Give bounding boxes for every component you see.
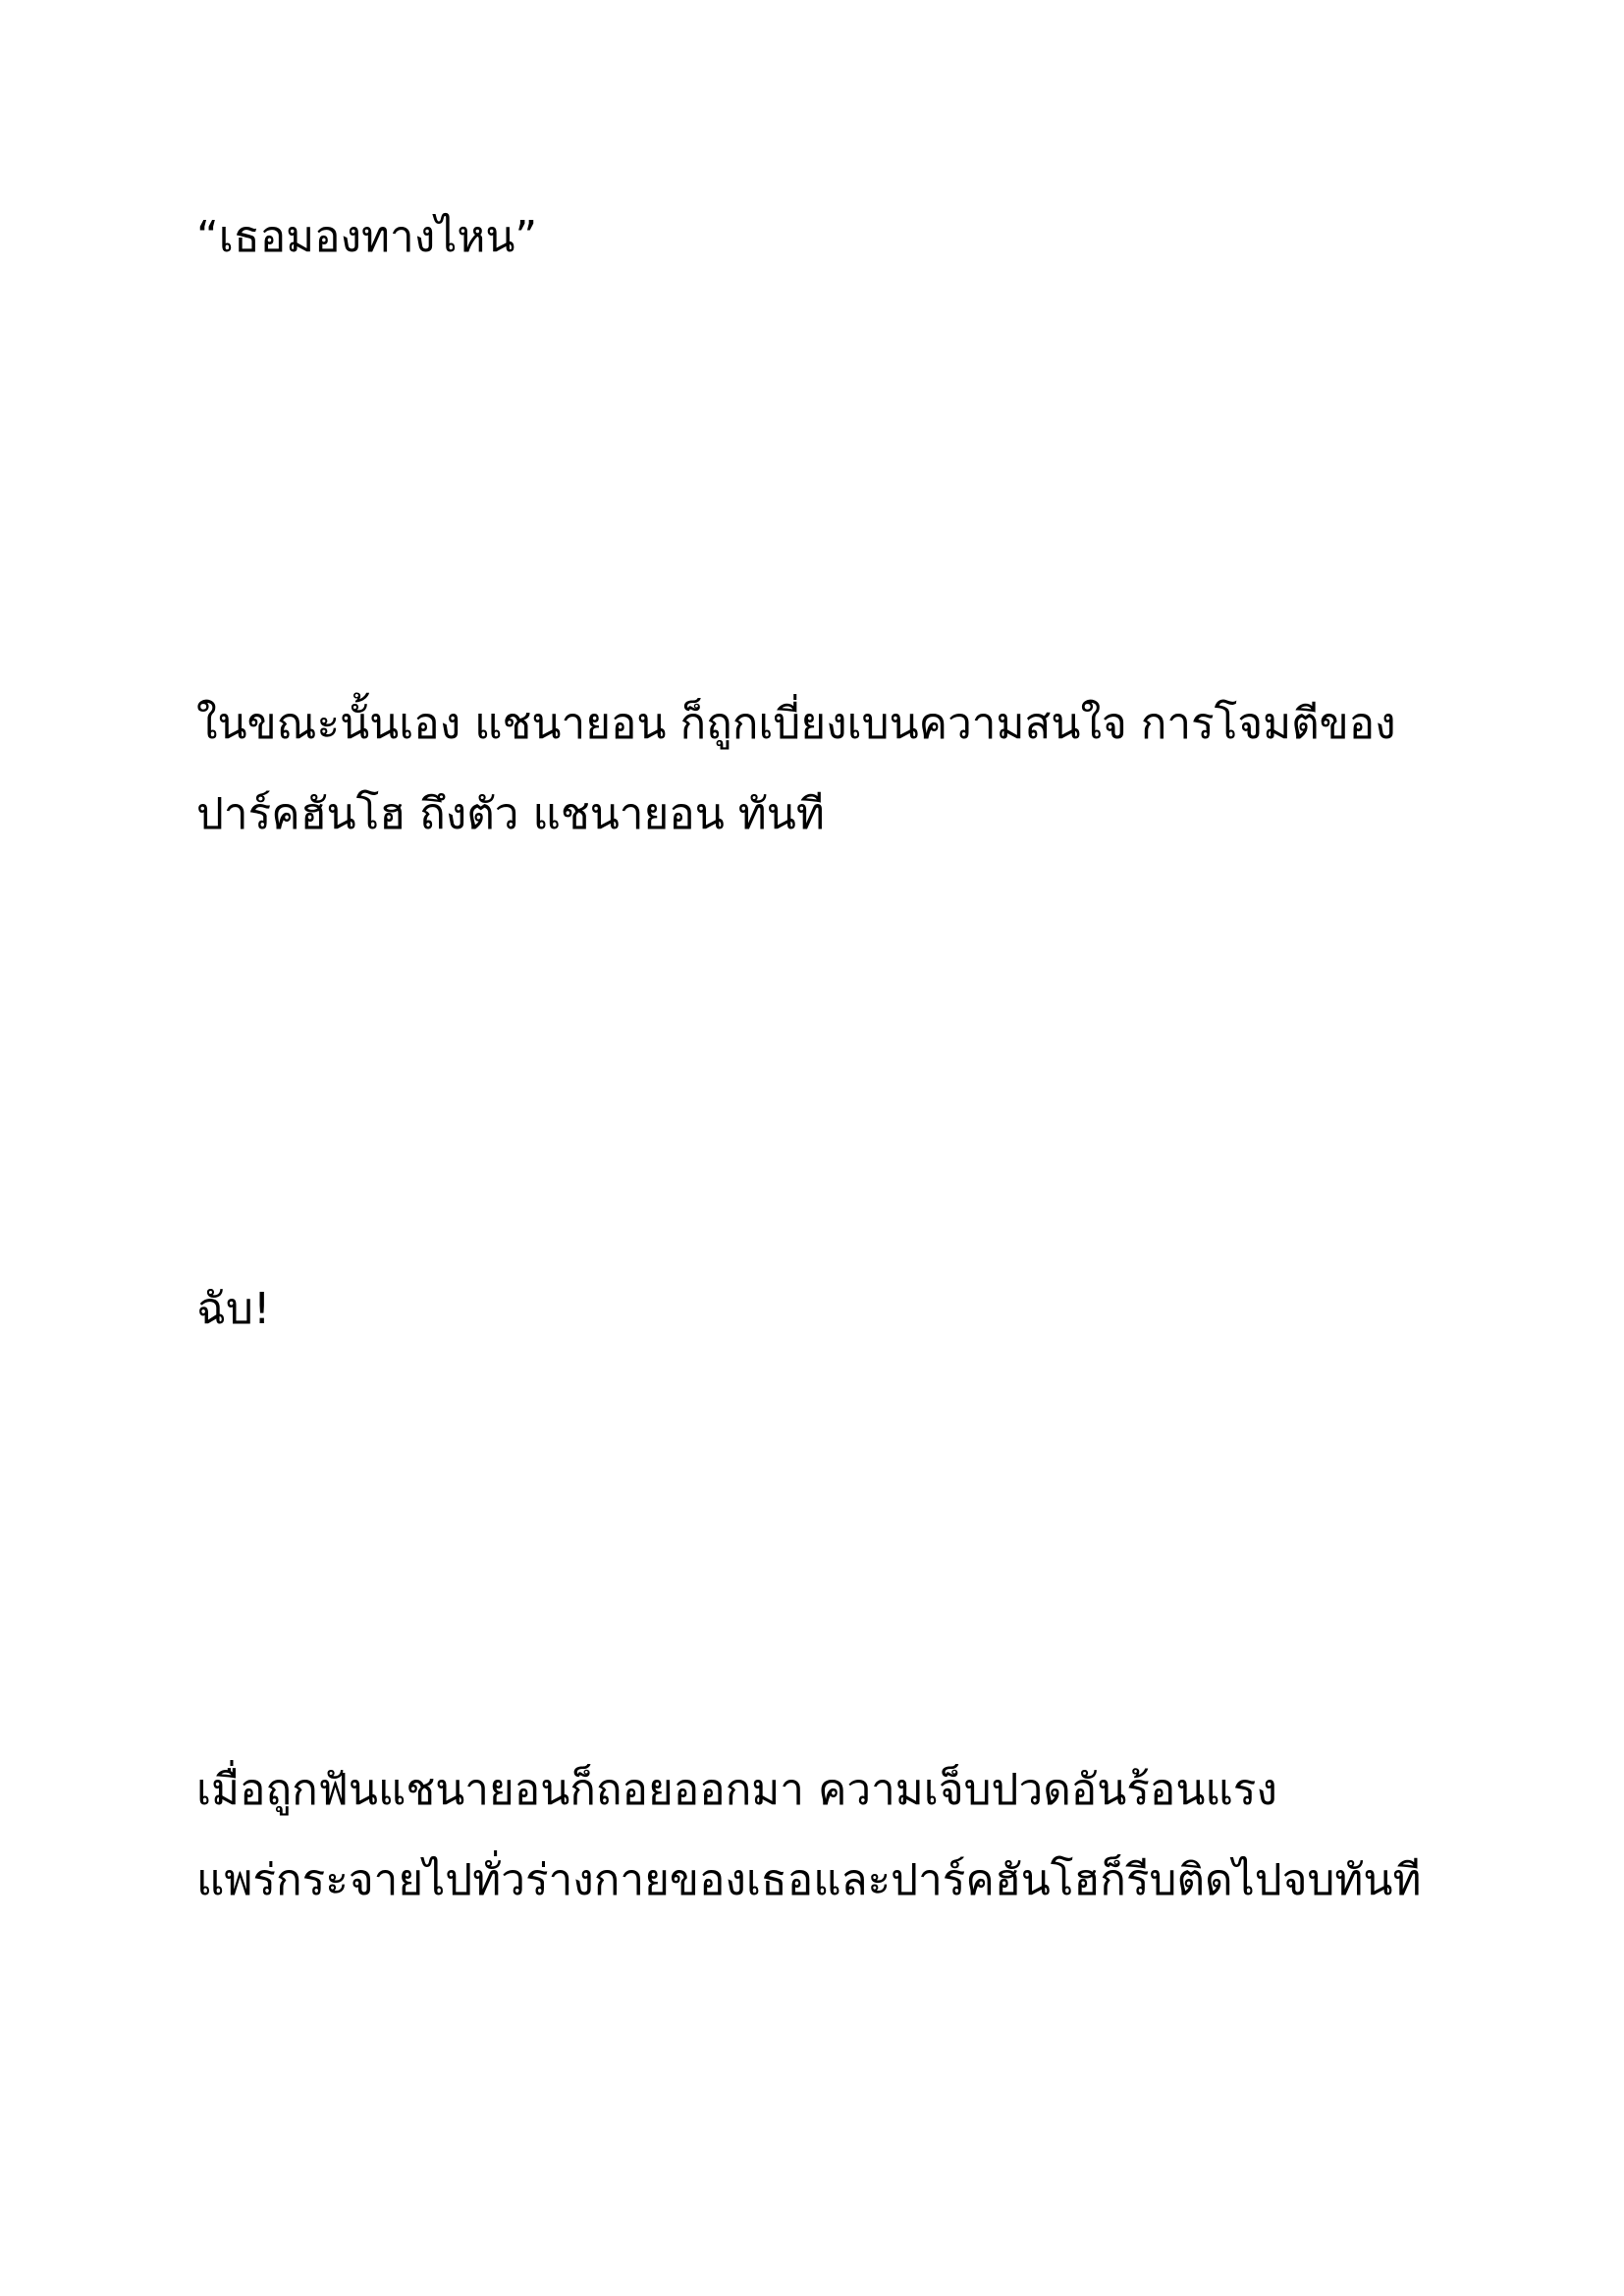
narration-line: ปาร์คฮันโฮ ถึงตัว แชนายอน ทันที — [196, 789, 825, 839]
narration-line: เมื่อถูกฟันแชนายอนก็ถอยออกมา ความเจ็บปวดอันร้อนแรง — [196, 1765, 1277, 1815]
narration-line: แพร่กระจายไปทั่วร่างกายของเธอและปาร์คฮันโฮก็รีบติดไปจบทันที — [196, 1855, 1422, 1905]
dialogue-line: “เธอมองทางไหน” — [196, 212, 538, 262]
sound-effect-line: ฉับ! — [196, 1284, 271, 1334]
narration-line: ในขณะนั้นเอง แชนายอน ก็ถูกเบี่ยงเบนความสนใจ การโจมตีของ — [196, 699, 1396, 749]
